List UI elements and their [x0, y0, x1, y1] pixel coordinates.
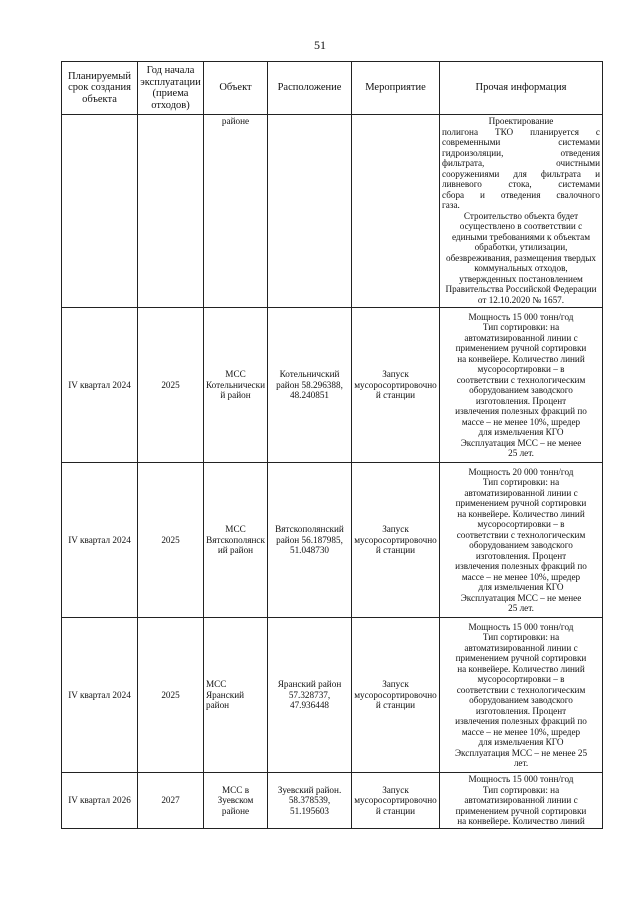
info-line: Мощность 20 000 тонн/год [468, 466, 574, 477]
info-line: для измельчения КГО [478, 427, 564, 437]
cell-term: IV квартал 2024 [62, 463, 138, 618]
info-line: Правительства Российской Федерации [445, 284, 597, 294]
cell-year [138, 115, 204, 308]
info-line: изготовления. Процент [475, 550, 567, 561]
cell-object: МСС Котельничеcкий район [204, 308, 268, 463]
cell-term [62, 115, 138, 308]
info-line: извлечения полезных фракций по [455, 561, 587, 571]
table-row [62, 463, 603, 618]
cell-other-info [440, 115, 603, 308]
cell-measure: Запуск мусоросортировочной станции [352, 308, 440, 463]
info-line: Мощность 15 000 тонн/год [468, 774, 574, 784]
info-line: Проектирование [488, 116, 554, 126]
cell-year: 2025 [138, 618, 204, 773]
info-line: на конвейере. Количество линий [457, 816, 585, 826]
info-line: Тип сортировки: на [482, 322, 560, 332]
cell-object: МСС Яранский район [204, 618, 268, 773]
info-line: оборудованием заводского [469, 540, 573, 550]
cell-measure: Запуск мусоросортировочной станции [352, 463, 440, 618]
table-row [62, 308, 603, 463]
cell-measure: Запуск мусоросортировочной станции [352, 773, 440, 829]
cell-year: 2027 [138, 773, 204, 829]
cell-measure [352, 115, 440, 308]
info-line: Строительство объекта будет [463, 210, 579, 221]
info-line: применением ручной сортировки [455, 498, 587, 508]
cell-object: районе [204, 115, 268, 308]
header-planned-term: Планируемый срок создания объекта [62, 62, 138, 115]
info-line: сооружениями для фильтрата и [442, 168, 600, 179]
cell-term: IV квартал 2026 [62, 773, 138, 829]
info-line: 25 лет. [508, 448, 534, 458]
info-line: Эксплуатация МСС – не менее 25 [454, 747, 588, 758]
info-line: автоматизированной линии с [464, 642, 578, 653]
cell-other-info [440, 773, 603, 829]
info-line: мусоросортировки – в [477, 674, 565, 684]
info-line: соответствии с технологическим [456, 529, 586, 540]
info-line: Тип сортировки: на [482, 632, 560, 642]
info-line: обработки, утилизации, [474, 242, 568, 252]
cell-location: Зуевский район. 58.378539, 51.195603 [268, 773, 352, 829]
info-line: лет. [513, 758, 529, 768]
cell-location: Яранский район 57.328737, 47.936448 [268, 618, 352, 773]
cell-year: 2025 [138, 308, 204, 463]
page-number: 51 [314, 38, 326, 52]
info-line: Мощность 15 000 тонн/год [468, 621, 574, 632]
info-line: осуществлено в соответствии с [459, 221, 583, 231]
info-line: обезвреживания, размещения твердых [445, 252, 597, 263]
info-line: газа. [442, 200, 460, 210]
info-line: едиными требованиями к объектам [451, 231, 591, 242]
info-line: утвержденных постановлением [459, 273, 583, 284]
info-line: соответствии с технологическим [456, 684, 586, 695]
info-line: мусоросортировки – в [477, 364, 565, 374]
header-object: Объект [204, 62, 268, 115]
cell-object: МСС Вятскополянский район [204, 463, 268, 618]
info-line: сбора и отведения свалочного [442, 189, 600, 200]
info-line: Мощность 15 000 тонн/год [468, 311, 574, 322]
cell-location: Котельничский район 58.296388, 48.240851 [268, 308, 352, 463]
header-other-info: Прочая информация [440, 62, 603, 115]
info-line: Эксплуатация МСС – не менее [460, 592, 582, 603]
info-line: извлечения полезных фракций по [455, 406, 587, 416]
cell-term: IV квартал 2024 [62, 308, 138, 463]
cell-measure: Запуск мусоросортировочной станции [352, 618, 440, 773]
info-line: 25 лет. [508, 603, 534, 613]
info-line: коммунальных отходов, [474, 263, 568, 273]
info-line: применением ручной сортировки [455, 805, 587, 816]
info-line: извлечения полезных фракций по [455, 716, 587, 726]
waste-facilities-table [61, 61, 603, 829]
info-line: оборудованием заводского [469, 385, 573, 395]
header-location: Расположение [268, 62, 352, 115]
info-line: гидроизоляции, отведения [442, 147, 600, 158]
info-line: изготовления. Процент [475, 395, 567, 406]
info-line: применением ручной сортировки [455, 653, 587, 663]
info-line: для измельчения КГО [478, 737, 564, 747]
info-line: массе – не менее 10%, шредер [461, 726, 581, 737]
info-line: массе – не менее 10%, шредер [461, 416, 581, 427]
info-line: автоматизированной линии с [464, 332, 578, 343]
info-line: фильтрата, очистными [442, 158, 600, 168]
info-line: на конвейере. Количество линий [457, 353, 585, 364]
cell-year: 2025 [138, 463, 204, 618]
cell-term: IV квартал 2024 [62, 618, 138, 773]
info-line: соответствии с технологическим [456, 374, 586, 385]
info-line: современными системами [442, 137, 600, 147]
cell-location [268, 115, 352, 308]
cell-other-info [440, 618, 603, 773]
info-line: на конвейере. Количество линий [457, 663, 585, 674]
info-line: мусоросортировки – в [477, 519, 565, 529]
header-start-year: Год начала эксплуатации (приема отходов) [138, 62, 204, 115]
info-line: Тип сортировки: на [482, 477, 560, 487]
info-line: массе – не менее 10%, шредер [461, 571, 581, 582]
table-row-continued [62, 115, 603, 308]
info-line: изготовления. Процент [475, 705, 567, 716]
info-line: автоматизированной линии с [464, 795, 578, 805]
info-line: автоматизированной линии с [464, 487, 578, 498]
cell-location: Вятскополянский район 56.187985, 51.048730 [268, 463, 352, 618]
info-line: Тип сортировки: на [482, 784, 560, 795]
cell-other-info [440, 308, 603, 463]
info-line: оборудованием заводского [469, 695, 573, 705]
info-line: на конвейере. Количество линий [457, 508, 585, 519]
info-line: для измельчения КГО [478, 582, 564, 592]
info-line: полигона ТКО планируется с [442, 126, 600, 137]
info-line: применением ручной сортировки [455, 343, 587, 353]
cell-other-info [440, 463, 603, 618]
table-header-row [62, 62, 603, 115]
cell-object: МСС в Зуевском районе [204, 773, 268, 829]
info-line: Эксплуатация МСС – не менее [460, 437, 582, 448]
table-row [62, 618, 603, 773]
info-line: ливневого стока, системами [442, 179, 600, 189]
header-measure: Мероприятие [352, 62, 440, 115]
info-line: от 12.10.2020 № 1657. [477, 294, 565, 305]
table-row [62, 773, 603, 829]
